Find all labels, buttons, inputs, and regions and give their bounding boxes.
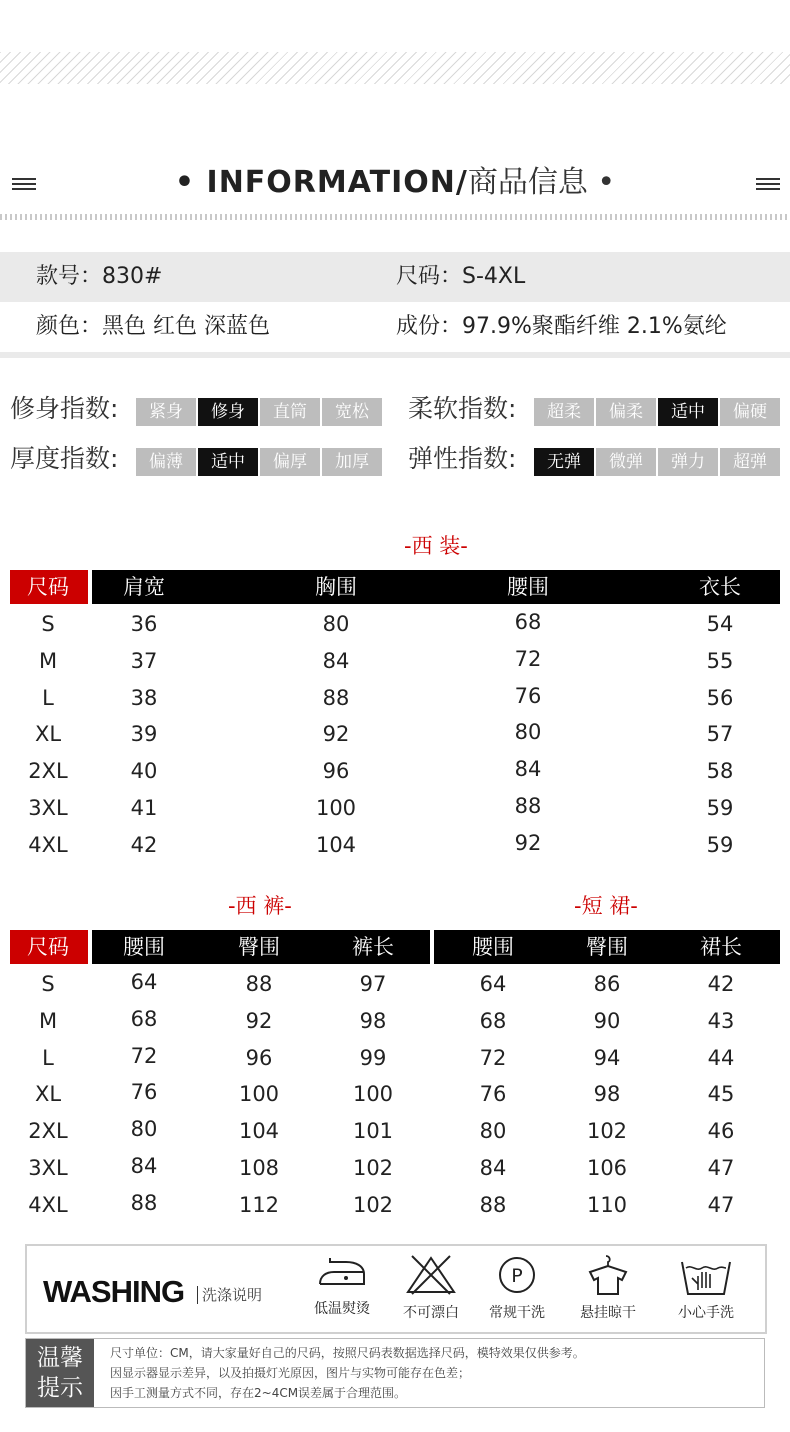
suit-cell: 56 — [706, 685, 734, 710]
suit-cell: 58 — [706, 759, 734, 784]
index-option-1: 偏柔 — [596, 398, 656, 426]
size-cell: 4XL — [28, 1192, 68, 1217]
tips-box — [25, 1338, 765, 1408]
index-label: 柔软指数: — [408, 394, 517, 423]
skirt-title: -短 裙- — [574, 894, 638, 918]
size-cell: XL — [34, 722, 62, 747]
pants-cell: 97 — [359, 972, 387, 996]
index-option-1: 修身 — [198, 398, 258, 426]
index-option-3: 偏硬 — [720, 398, 780, 426]
skirt-cell: 80 — [479, 1119, 507, 1144]
suit-cell: 72 — [514, 646, 542, 671]
pants-cell: 88 — [130, 1190, 158, 1215]
hand-wash-icon — [671, 1254, 741, 1332]
pants-cell: 102 — [352, 1156, 394, 1180]
no-bleach-label: 不可漂白 — [403, 1305, 459, 1321]
size-cell: 4XL — [28, 832, 68, 857]
pants-column-header: 裤长 — [352, 935, 394, 959]
suit-cell: 84 — [514, 757, 542, 782]
info-row-2 — [0, 302, 790, 352]
size-range: 尺码：S-4XL — [396, 264, 526, 289]
top-hatch-band — [0, 52, 790, 84]
suit-header-bar — [92, 570, 780, 604]
suit-column-header: 胸围 — [315, 575, 357, 599]
skirt-cell: 43 — [707, 1008, 735, 1033]
skirt-cell: 45 — [707, 1082, 735, 1107]
size-cell: 3XL — [28, 1156, 68, 1180]
index-option-2: 适中 — [658, 398, 718, 426]
pants-cell: 100 — [238, 1082, 280, 1107]
skirt-cell: 44 — [707, 1045, 735, 1070]
pants-title: -西 裤- — [228, 894, 292, 918]
iron-label: 低温熨烫 — [314, 1301, 370, 1317]
skirt-cell: 84 — [479, 1156, 507, 1180]
skirt-cell: 64 — [479, 972, 507, 996]
skirt-cell: 102 — [586, 1119, 628, 1144]
dotted-divider — [0, 214, 790, 220]
suit-cell: 80 — [322, 612, 350, 636]
suit-column-header: 衣长 — [699, 575, 741, 599]
suit-cell: 55 — [706, 648, 734, 673]
skirt-cell: 110 — [586, 1192, 628, 1217]
pants-column-header: 臀围 — [238, 935, 280, 959]
svg-text:P: P — [511, 1265, 523, 1287]
pants-cell: 64 — [130, 970, 158, 994]
regular-dry-clean-icon — [482, 1254, 552, 1332]
size-cell: M — [38, 648, 58, 673]
suit-title: -西 装- — [404, 534, 468, 558]
pants-cell: 100 — [352, 1082, 394, 1107]
pants-cell: 108 — [238, 1156, 280, 1180]
skirt-cell: 106 — [586, 1156, 628, 1180]
suit-cell: 39 — [130, 722, 158, 747]
skirt-cell: 76 — [479, 1082, 507, 1107]
section-title-cn: 商品信息 • — [467, 165, 616, 200]
index-option-3: 加厚 — [322, 448, 382, 476]
index-label: 修身指数: — [10, 394, 119, 423]
size-column-header: 尺码 — [27, 935, 69, 959]
suit-cell: 42 — [130, 832, 158, 857]
skirt-column-header: 裙长 — [700, 935, 742, 959]
suit-cell: 76 — [514, 683, 542, 708]
pants-cell: 112 — [238, 1192, 280, 1217]
index-label: 弹性指数: — [408, 444, 517, 473]
pants-cell: 99 — [359, 1045, 387, 1070]
size-cell: S — [41, 972, 55, 996]
hang-dry-label: 悬挂晾干 — [580, 1305, 636, 1321]
size-cell: 2XL — [28, 759, 68, 784]
pants-cell: 98 — [359, 1008, 387, 1033]
skirt-cell: 86 — [593, 972, 621, 996]
pants-cell: 104 — [238, 1119, 280, 1144]
suit-cell: 100 — [315, 796, 357, 820]
info-row-1 — [0, 252, 790, 302]
size-cell: XL — [34, 1082, 62, 1107]
skirt-cell: 46 — [707, 1119, 735, 1144]
skirt-cell: 47 — [707, 1156, 735, 1180]
dry-clean-label: 常规干洗 — [489, 1305, 545, 1321]
index-label: 厚度指数: — [10, 444, 119, 473]
index-option-1: 适中 — [198, 448, 258, 476]
suit-cell: 80 — [514, 720, 542, 745]
pants-cell: 80 — [130, 1117, 158, 1142]
index-option-2: 直筒 — [260, 398, 320, 426]
section-title — [0, 163, 790, 203]
no-bleach-icon — [396, 1254, 466, 1332]
washing-subtitle: 洗涤说明 — [197, 1286, 262, 1304]
index-option-3: 宽松 — [322, 398, 382, 426]
pants-cell: 102 — [352, 1192, 394, 1217]
skirt-cell: 98 — [593, 1082, 621, 1107]
index-option-0: 偏薄 — [136, 448, 196, 476]
index-option-3: 超弹 — [720, 448, 780, 476]
suit-cell: 57 — [706, 722, 734, 747]
pants-cell: 72 — [130, 1043, 158, 1068]
suit-column-header: 肩宽 — [123, 575, 165, 599]
suit-cell: 96 — [322, 759, 350, 784]
size-cell: L — [42, 1045, 54, 1070]
tip-line: 尺寸单位：CM，请大家量好自己的尺码，按照尺码表数据选择尺码，模特效果仅供参考。 — [110, 1346, 585, 1360]
tip-line: 因显示器显示差异，以及拍摄灯光原因，图片与实物可能存在色差； — [110, 1366, 471, 1380]
pants-cell: 88 — [245, 972, 273, 996]
index-option-0: 紧身 — [136, 398, 196, 426]
low-temperature-iron-icon — [307, 1254, 377, 1332]
suit-cell: 59 — [706, 796, 734, 820]
skirt-cell: 68 — [479, 1008, 507, 1033]
suit-cell: 54 — [706, 612, 734, 636]
hand-wash-label: 小心手洗 — [678, 1305, 734, 1321]
suit-cell: 37 — [130, 648, 158, 673]
index-option-1: 微弹 — [596, 448, 656, 476]
suit-cell: 59 — [706, 832, 734, 857]
skirt-cell: 94 — [593, 1045, 621, 1070]
pants-cell: 96 — [245, 1045, 273, 1070]
index-option-2: 偏厚 — [260, 448, 320, 476]
suit-cell: 68 — [514, 610, 542, 634]
size-cell: M — [38, 1008, 58, 1033]
washing-instructions — [25, 1244, 767, 1334]
colors: 颜色：黑色 红色 深蓝色 — [36, 314, 270, 339]
suit-cell: 92 — [514, 830, 542, 855]
washing-title: WASHING — [43, 1274, 185, 1309]
pants-cell: 76 — [130, 1080, 158, 1105]
section-title-en: • INFORMATION/ — [174, 165, 468, 200]
suit-cell: 104 — [315, 832, 357, 857]
skirt-cell: 90 — [593, 1008, 621, 1033]
size-cell: 3XL — [28, 796, 68, 820]
skirt-cell: 88 — [479, 1192, 507, 1217]
hang-dry-icon — [573, 1254, 643, 1332]
tip-line: 因手工测量方式不同，存在2~4CM误差属于合理范围。 — [110, 1386, 407, 1400]
suit-cell: 92 — [322, 722, 350, 747]
suit-cell: 88 — [322, 685, 350, 710]
pants-column-header: 腰围 — [123, 935, 165, 959]
size-cell: S — [41, 612, 55, 636]
skirt-column-header: 臀围 — [586, 935, 628, 959]
index-option-2: 弹力 — [658, 448, 718, 476]
tips-badge: 温馨提示 — [26, 1339, 94, 1407]
suit-cell: 36 — [130, 612, 158, 636]
style-number: 款号：830# — [36, 264, 163, 289]
pants-cell: 84 — [130, 1154, 158, 1178]
suit-column-header: 腰围 — [507, 575, 549, 599]
product-info — [0, 252, 790, 357]
skirt-cell: 47 — [707, 1192, 735, 1217]
suit-cell: 41 — [130, 796, 158, 820]
skirt-cell: 42 — [707, 972, 735, 996]
index-option-0: 无弹 — [534, 448, 594, 476]
pants-cell: 68 — [130, 1006, 158, 1031]
index-option-0: 超柔 — [534, 398, 594, 426]
suit-cell: 84 — [322, 648, 350, 673]
material: 成份：97.9%聚酯纤维 2.1%氨纶 — [396, 314, 727, 339]
suit-cell: 38 — [130, 685, 158, 710]
pants-cell: 92 — [245, 1008, 273, 1033]
suit-cell: 40 — [130, 759, 158, 784]
size-cell: 2XL — [28, 1119, 68, 1144]
skirt-column-header: 腰围 — [472, 935, 514, 959]
pants-cell: 101 — [352, 1119, 394, 1144]
suit-cell: 88 — [514, 794, 542, 818]
size-cell: L — [42, 685, 54, 710]
size-column-header: 尺码 — [27, 575, 69, 599]
skirt-cell: 72 — [479, 1045, 507, 1070]
